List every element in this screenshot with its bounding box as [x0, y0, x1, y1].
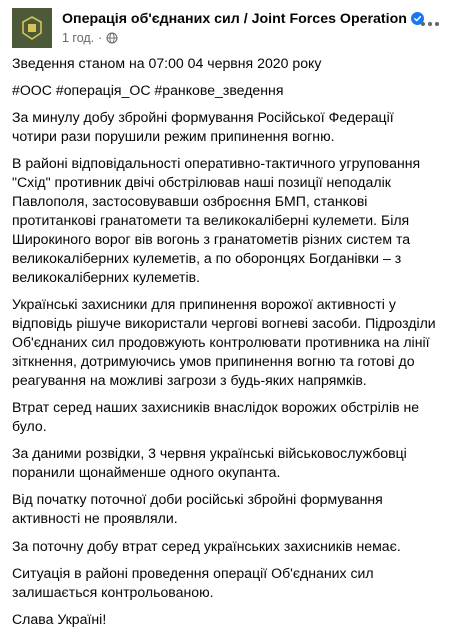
- globe-icon: [106, 32, 118, 44]
- post-paragraph: Ситуація в районі проведення операції Об'єднаних сил залишається контрольованою.: [12, 564, 374, 600]
- meta-separator: ·: [98, 31, 103, 45]
- page-name[interactable]: Операція об'єднаних сил / Joint Forces Operation: [62, 11, 407, 27]
- avatar-emblem-icon: [12, 8, 52, 48]
- post-paragraph: За даними розвідки, 3 червня українські військовослужбовці поранили щонайменше одного окупанта.: [12, 445, 407, 481]
- page-avatar[interactable]: [12, 8, 52, 48]
- post-paragraph: Слава Україні!: [12, 611, 107, 628]
- post-paragraph: В районі відповідальності оперативно-тактичного угруповання "Схід" противник двічі обстрілював наші позиції неподалік Павлополя, застосовувавши озброєння БМП, станкові протитанкові гранатомети та великокаліберні кулемети. Біля Широкиного ворог вів вогонь з гранатометів різних систем та великокаліберних кулеметів, а по оборонцях Богданівки – з великокаліберних кулеметів.: [12, 155, 421, 285]
- post-body: [12, 54, 442, 637]
- author-line: [62, 10, 407, 28]
- post-meta: [62, 30, 118, 46]
- post-paragraph: Українські захисники для припинення ворожої активності у відповідь рішуче використали чергові вогневі засоби. Підрозділи Об'єднаних сил продовжують контролювати противника на лінії зіткнення, дотримуючись умов припинення вогню та готові до реагування на можливі загрози з будь-яких напрямків.: [12, 296, 436, 388]
- post-paragraph: За минулу добу збройні формування Російської Федерації чотири рази порушили режим припинення вогню.: [12, 109, 394, 145]
- post-paragraph: Від початку поточної доби російські збройні формування активності не проявляли.: [12, 491, 383, 527]
- post-paragraph: За поточну добу втрат серед українських захисників немає.: [12, 537, 401, 554]
- more-options-icon[interactable]: [418, 14, 442, 34]
- post-hashtags[interactable]: #ООС #операція_ОС #ранкове_зведення: [12, 81, 284, 98]
- post-header: [12, 8, 442, 48]
- post-paragraph-heading: Зведення станом на 07:00 04 червня 2020 року: [12, 55, 322, 71]
- post-paragraph: Втрат серед наших захисників внаслідок ворожих обстрілів не було.: [12, 399, 420, 434]
- post-timestamp[interactable]: 1 год.: [62, 31, 95, 45]
